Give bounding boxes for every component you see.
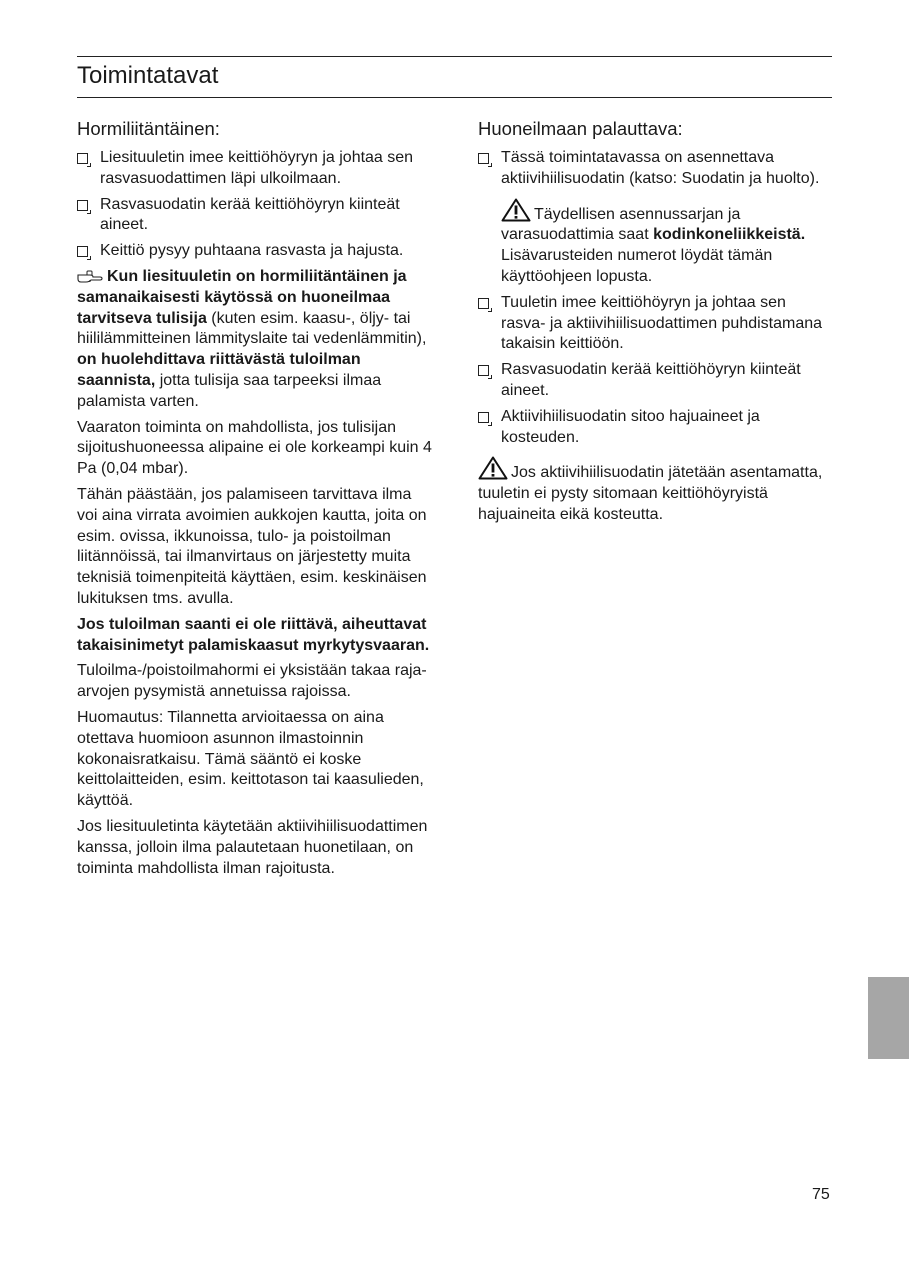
paragraph: Tähän päästään, jos palamiseen tarvittava ilma voi aina virrata avoimien aukkojen kautta, joita on esim. ovissa, ikkunoissa, tulo- ja poistoilman liitännöissä, tai ilmanvirtaus on järjestetty muita teknisiä toimenpiteitä käyttäen, esim. keskinäisen lukituksen tms. avulla. [77, 485, 427, 607]
list-item: Tässä toimintatavassa on asennettava aktiivihiilisuodatin (katso: Suodatin ja huolto). [478, 148, 826, 190]
list-item: Tuuletin imee keittiöhöyryn ja johtaa sen rasva- ja aktiivihiilisuodattimen puhdistamana takaisin keittiöön. [478, 293, 826, 355]
warning-triangle-icon [478, 456, 508, 480]
left-column [77, 116, 435, 884]
checkbox-bullet-icon [478, 412, 489, 423]
checkbox-bullet-icon [77, 200, 88, 211]
checkbox-bullet-icon [478, 153, 489, 164]
chapter-tab [868, 977, 909, 1059]
section-heading-ducted: Hormiliitäntäinen: [77, 118, 220, 139]
warning-triangle-icon [501, 198, 531, 222]
pointing-hand-icon [77, 270, 103, 283]
right-column [478, 116, 826, 531]
checkbox-bullet-icon [478, 298, 489, 309]
checkbox-bullet-icon [77, 246, 88, 257]
list-item: Liesituuletin imee keittiöhöyryn ja johtaa sen rasvasuodattimen läpi ulkoilmaan. [77, 148, 435, 190]
top-rule [77, 56, 832, 57]
list-item: Keittiö pysyy puhtaana rasvasta ja hajusta. [77, 241, 435, 262]
title-rule [77, 97, 832, 98]
list-item: Aktiivihiilisuodatin sitoo hajuaineet ja kosteuden. [478, 407, 826, 449]
caution-note: Jos aktiivihiilisuodatin jätetään asentamatta, tuuletin ei pysty sitomaan keittiöhöyryistä hajuaineita eikä kosteutta. [478, 456, 826, 525]
checkbox-bullet-icon [478, 365, 489, 376]
checkbox-bullet-icon [77, 153, 88, 164]
paragraph: Jos liesituuletinta käytetään aktiivihiilisuodattimen kanssa, jolloin ilma palautetaan huonetilaan, on toiminta mahdollista ilman rajoitusta. [77, 817, 428, 877]
paragraph: Tuloilma-/poistoilmahormi ei yksistään takaa raja-arvojen pysymistä annetuissa rajoissa. [77, 662, 427, 701]
caution-note: Täydellisen asennussarjan ja varasuodattimia saat kodinkoneliikkeistä. Lisävarusteiden numerot löydät tämän käyttöohjeen lopusta. [478, 198, 826, 288]
page-number: 75 [812, 1186, 830, 1203]
paragraph: Huomautus: Tilannetta arvioitaessa on aina otettava huomioon asunnon ilmastoinnin kokonaisratkaisu. Tämä sääntö ei koske keittolaitteiden, esim. keittotason tai kaasulieden, käyttöä. [77, 708, 424, 810]
important-note: Kun liesituuletin on hormiliitäntäinen ja samanaikaisesti käytössä on huoneilmaa tarvitseva tulisija (kuten esim. kaasu-, öljy- tai hiililämmitteinen lämmityslaite tai vedenlämmitin), on huolehdittava riittävästä tuloilman saannista, jotta tulisija saa tarpeeksi ilmaa palamista varten. [77, 267, 427, 410]
page-title: Toimintatavat [77, 62, 219, 89]
list-item: Rasvasuodatin kerää keittiöhöyryn kiinteät aineet. [478, 360, 826, 402]
list-item: Rasvasuodatin kerää keittiöhöyryn kiinteät aineet. [77, 195, 435, 237]
warning-text: Jos tuloilman saanti ei ole riittävä, aiheuttavat takaisinimetyt palamiskaasut myrkytysvaaran. [77, 615, 430, 654]
paragraph: Vaaraton toiminta on mahdollista, jos tulisijan sijoitushuoneessa alipaine ei ole korkeampi kuin 4 Pa (0,04 mbar). [77, 418, 432, 478]
section-heading-recirculating: Huoneilmaan palauttava: [478, 118, 683, 139]
